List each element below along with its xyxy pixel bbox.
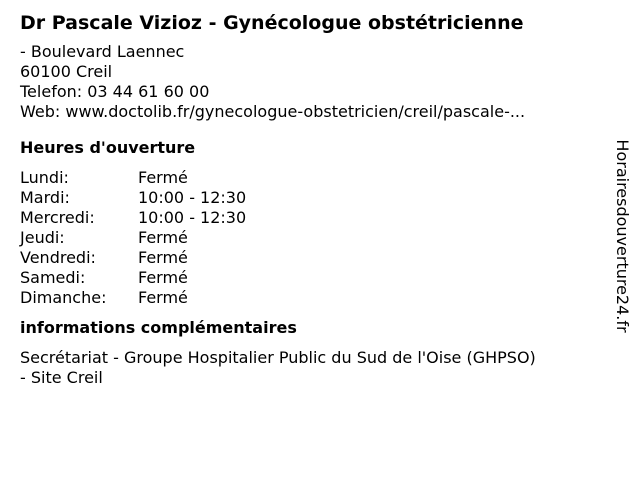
hours-row-saturday xyxy=(20,268,600,288)
info-block xyxy=(20,348,600,388)
day-label: Samedi: xyxy=(20,268,86,287)
time-value: Fermé xyxy=(138,288,188,307)
day-label: Lundi: xyxy=(20,168,69,187)
time-value: Fermé xyxy=(138,248,188,267)
time-value: Fermé xyxy=(138,228,188,247)
day-label: Vendredi: xyxy=(20,248,96,267)
hours-row-thursday xyxy=(20,228,600,248)
hours-row-tuesday xyxy=(20,188,600,208)
hours-heading: Heures d'ouverture xyxy=(20,138,196,157)
time-value: 10:00 - 12:30 xyxy=(138,208,247,227)
info-line: - Site Creil xyxy=(20,368,103,387)
website-link[interactable]: Web: www.doctolib.fr/gynecologue-obstetricien/creil/pascale-... xyxy=(20,102,526,121)
day-label: Mercredi: xyxy=(20,208,95,227)
hours-row-friday xyxy=(20,248,600,268)
city-address: 60100 Creil xyxy=(20,62,113,81)
day-label: Jeudi: xyxy=(20,228,65,247)
hours-row-sunday xyxy=(20,288,600,308)
hours-row-wednesday xyxy=(20,208,600,228)
day-label: Mardi: xyxy=(20,188,70,207)
time-value: Fermé xyxy=(138,168,188,187)
time-value: Fermé xyxy=(138,268,188,287)
time-value: 10:00 - 12:30 xyxy=(138,188,247,207)
hours-table xyxy=(20,168,600,308)
contact-block xyxy=(20,42,600,122)
site-watermark: Horairesdouverture24.fr xyxy=(613,139,632,333)
phone-number: Telefon: 03 44 61 60 00 xyxy=(20,82,210,101)
info-line: Secrétariat - Groupe Hospitalier Public du Sud de l'Oise (GHPSO) xyxy=(20,348,536,367)
listing-card xyxy=(20,10,600,388)
day-label: Dimanche: xyxy=(20,288,107,307)
page-title: Dr Pascale Vizioz - Gynécologue obstétricienne xyxy=(20,12,524,34)
hours-row-monday xyxy=(20,168,600,188)
info-heading: informations complémentaires xyxy=(20,318,297,337)
street-address: - Boulevard Laennec xyxy=(20,42,185,61)
